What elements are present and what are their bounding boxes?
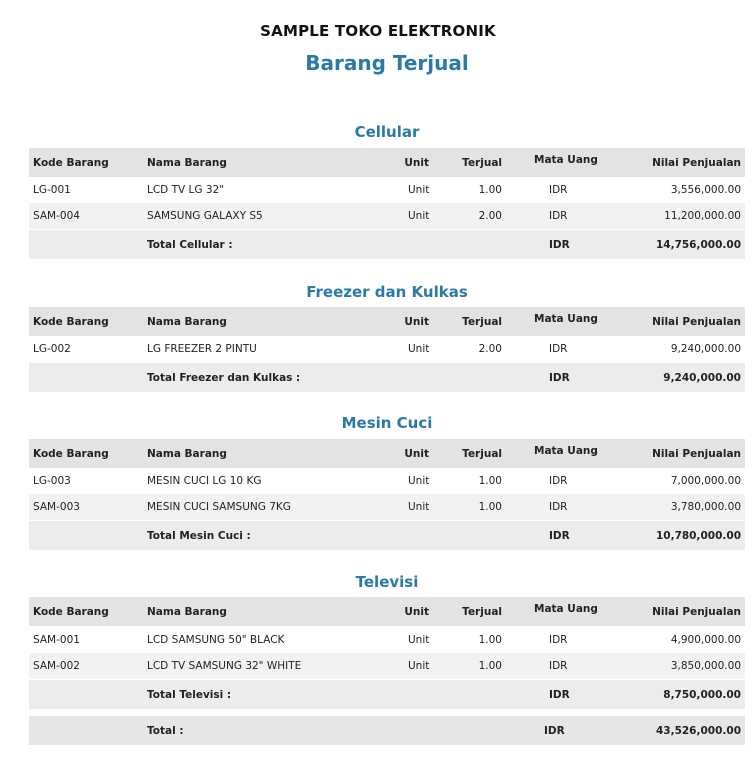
subtotal-label: Total Freezer dan Kulkas : (147, 371, 301, 384)
subtotal-currency: IDR (549, 529, 570, 542)
cell-nilai: 3,850,000.00 (670, 660, 741, 672)
table-header (29, 597, 745, 626)
subtotal-row (29, 521, 745, 550)
col-nama-barang: Nama Barang (147, 447, 227, 460)
cell-nama: LCD TV LG 32" (147, 184, 225, 196)
section-title-freezer-kulkas: Freezer dan Kulkas (306, 283, 468, 301)
cell-unit: Unit (408, 475, 430, 487)
cell-unit: Unit (408, 660, 430, 672)
col-nilai-penjualan: Nilai Penjualan (652, 447, 741, 460)
col-mata-uang: Mata Uang (534, 312, 598, 325)
table-row (29, 177, 745, 203)
table-row (29, 494, 745, 520)
cell-nilai: 9,240,000.00 (670, 343, 741, 355)
table-header (29, 148, 745, 177)
subtotal-row (29, 363, 745, 392)
cell-mata-uang: IDR (549, 343, 568, 355)
cell-kode: SAM-002 (33, 660, 80, 672)
cell-kode: LG-001 (33, 184, 71, 196)
col-nama-barang: Nama Barang (147, 315, 227, 328)
cell-terjual: 2.00 (478, 210, 502, 222)
cell-terjual: 1.00 (478, 660, 502, 672)
table-row (29, 627, 745, 653)
subtotal-label: Total Mesin Cuci : (147, 529, 251, 542)
grand-total-value: 43,526,000.00 (655, 724, 741, 737)
subtotal-row (29, 680, 745, 709)
cell-unit: Unit (408, 634, 430, 646)
grand-total-row (29, 716, 745, 745)
subtotal-currency: IDR (549, 371, 570, 384)
col-mata-uang: Mata Uang (534, 153, 598, 166)
cell-terjual: 1.00 (478, 475, 502, 487)
cell-mata-uang: IDR (549, 501, 568, 513)
cell-nilai: 4,900,000.00 (670, 634, 741, 646)
col-terjual: Terjual (462, 605, 502, 618)
report-title: Barang Terjual (305, 51, 469, 75)
grand-total-label: Total : (147, 724, 184, 737)
cell-terjual: 1.00 (478, 501, 502, 513)
cell-nilai: 3,780,000.00 (670, 501, 741, 513)
col-terjual: Terjual (462, 156, 502, 169)
col-nilai-penjualan: Nilai Penjualan (652, 156, 741, 169)
col-unit: Unit (404, 315, 429, 328)
cell-nilai: 3,556,000.00 (670, 184, 741, 196)
col-unit: Unit (404, 605, 429, 618)
cell-nama: LCD SAMSUNG 50" BLACK (147, 634, 285, 646)
subtotal-value: 10,780,000.00 (655, 529, 741, 542)
col-terjual: Terjual (462, 447, 502, 460)
cell-terjual: 1.00 (478, 184, 502, 196)
cell-nama: MESIN CUCI LG 10 KG (147, 475, 262, 487)
subtotal-value: 8,750,000.00 (663, 688, 741, 701)
cell-mata-uang: IDR (549, 210, 568, 222)
cell-terjual: 2.00 (478, 343, 502, 355)
subtotal-label: Total Cellular : (147, 238, 233, 251)
table-row (29, 336, 745, 362)
cell-unit: Unit (408, 210, 430, 222)
section-title-cellular: Cellular (354, 123, 420, 141)
subtotal-label: Total Televisi : (147, 688, 232, 701)
col-nilai-penjualan: Nilai Penjualan (652, 605, 741, 618)
cell-mata-uang: IDR (549, 184, 568, 196)
subtotal-value: 9,240,000.00 (663, 371, 741, 384)
col-terjual: Terjual (462, 315, 502, 328)
cell-mata-uang: IDR (549, 634, 568, 646)
cell-unit: Unit (408, 501, 430, 513)
table-row (29, 653, 745, 679)
subtotal-value: 14,756,000.00 (655, 238, 741, 251)
col-mata-uang: Mata Uang (534, 444, 598, 457)
table-header (29, 307, 745, 336)
cell-mata-uang: IDR (549, 475, 568, 487)
grand-total-currency: IDR (544, 724, 565, 737)
cell-kode: SAM-003 (33, 501, 80, 513)
table-row (29, 203, 745, 229)
cell-nama: SAMSUNG GALAXY S5 (147, 210, 263, 222)
cell-kode: SAM-001 (33, 634, 80, 646)
cell-kode: LG-003 (33, 475, 71, 487)
cell-mata-uang: IDR (549, 660, 568, 672)
cell-unit: Unit (408, 184, 430, 196)
report-company: SAMPLE TOKO ELEKTRONIK (260, 22, 496, 40)
cell-nama: MESIN CUCI SAMSUNG 7KG (147, 501, 291, 513)
col-nama-barang: Nama Barang (147, 156, 227, 169)
table-header (29, 439, 745, 468)
cell-unit: Unit (408, 343, 430, 355)
section-title-mesin-cuci: Mesin Cuci (341, 414, 433, 432)
col-kode-barang: Kode Barang (33, 156, 109, 169)
cell-terjual: 1.00 (478, 634, 502, 646)
col-mata-uang: Mata Uang (534, 602, 598, 615)
col-kode-barang: Kode Barang (33, 447, 109, 460)
cell-nilai: 11,200,000.00 (664, 210, 741, 222)
col-nilai-penjualan: Nilai Penjualan (652, 315, 741, 328)
col-kode-barang: Kode Barang (33, 315, 109, 328)
subtotal-currency: IDR (549, 688, 570, 701)
table-row (29, 468, 745, 494)
col-unit: Unit (404, 156, 429, 169)
section-title-televisi: Televisi (355, 573, 419, 591)
col-kode-barang: Kode Barang (33, 605, 109, 618)
cell-nama: LG FREEZER 2 PINTU (147, 343, 257, 355)
cell-nama: LCD TV SAMSUNG 32" WHITE (147, 660, 302, 672)
subtotal-row (29, 230, 745, 259)
col-unit: Unit (404, 447, 429, 460)
cell-kode: SAM-004 (33, 210, 80, 222)
cell-nilai: 7,000,000.00 (670, 475, 741, 487)
subtotal-currency: IDR (549, 238, 570, 251)
col-nama-barang: Nama Barang (147, 605, 227, 618)
cell-kode: LG-002 (33, 343, 71, 355)
